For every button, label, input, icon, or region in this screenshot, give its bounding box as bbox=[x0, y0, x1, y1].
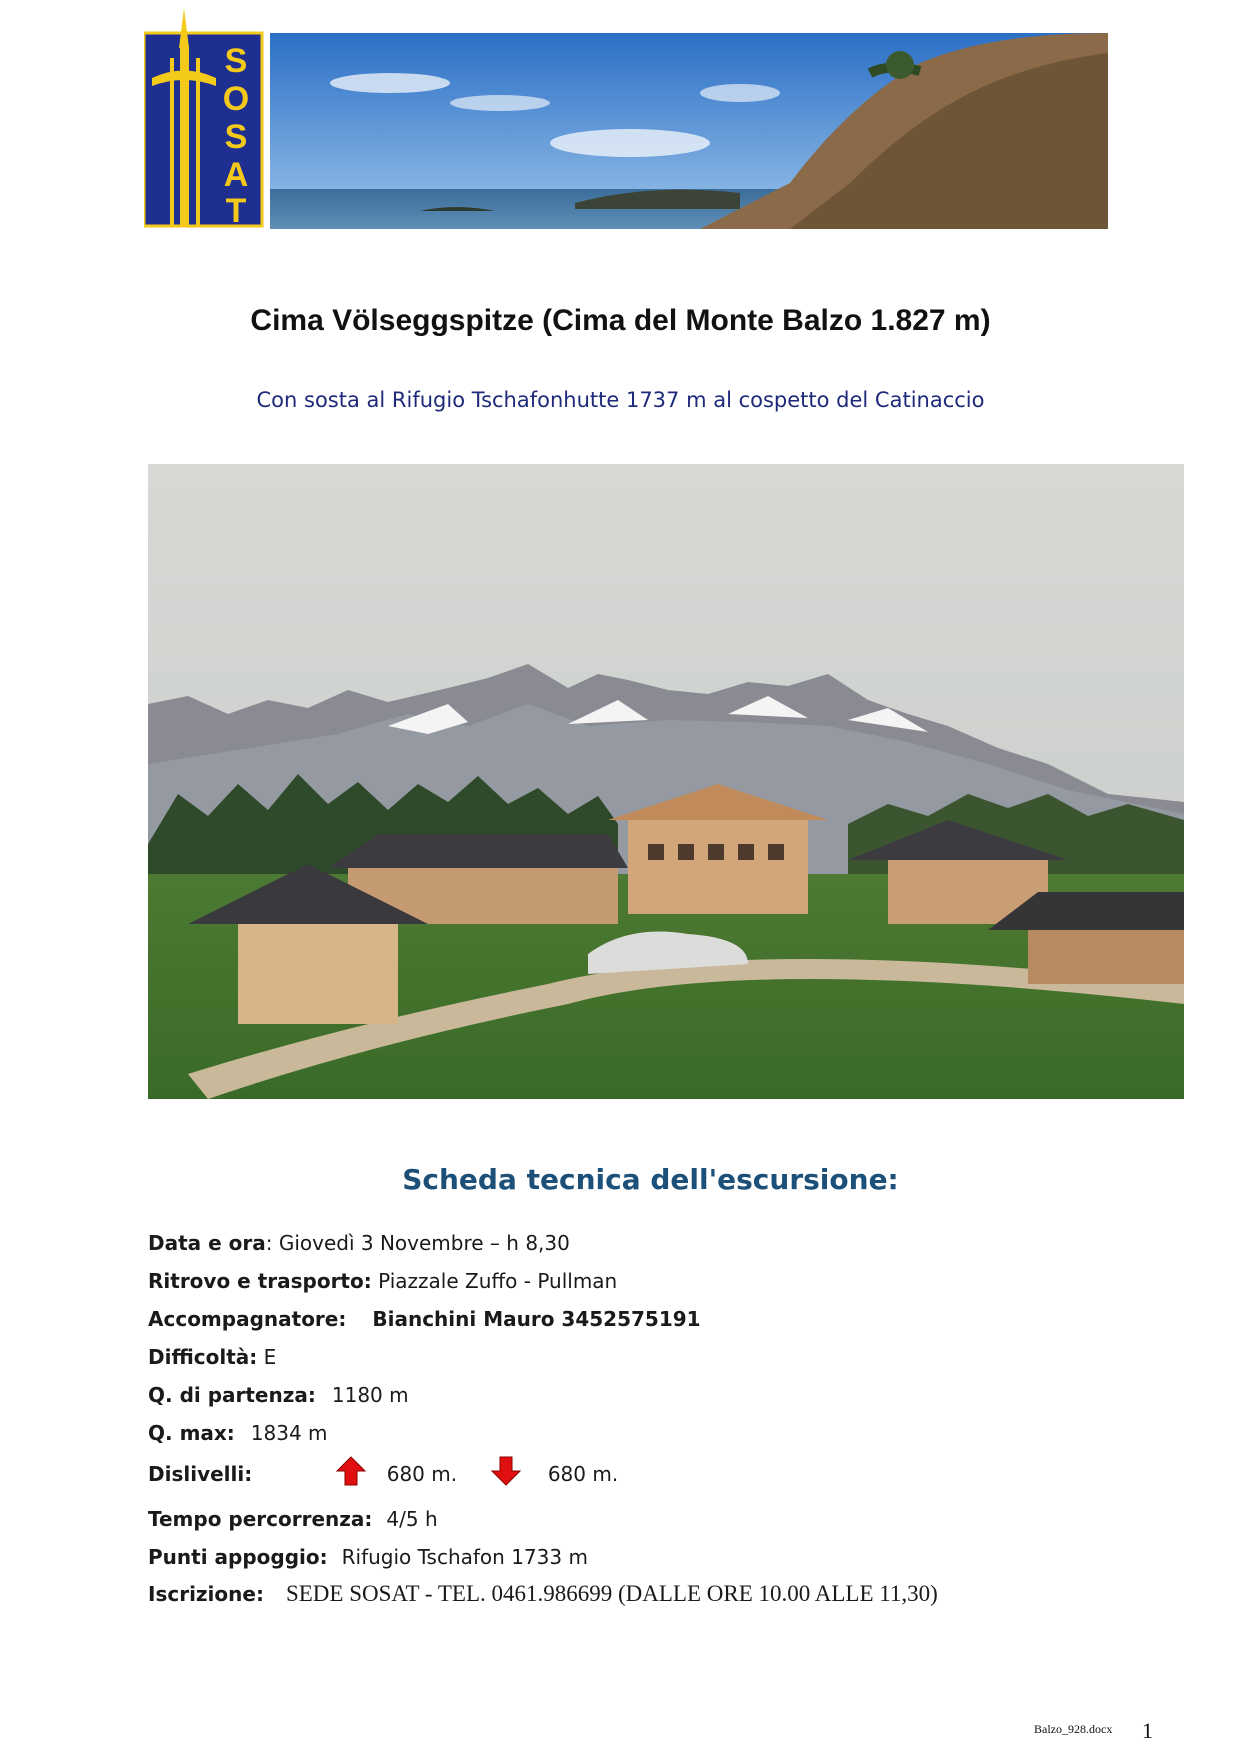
row-punti bbox=[148, 1545, 588, 1569]
punti-label: Punti appoggio: bbox=[148, 1545, 328, 1569]
arrow-up-icon bbox=[336, 1456, 366, 1491]
dislivelli-up-value: 680 m. bbox=[386, 1461, 458, 1486]
row-accompagnatore bbox=[148, 1307, 701, 1331]
page-number: 1 bbox=[1142, 1718, 1153, 1743]
logo-letter-o: O bbox=[222, 80, 250, 118]
sheet-heading: Scheda tecnica dell'escursione: bbox=[402, 1163, 899, 1196]
tempo-value: 4/5 h bbox=[386, 1507, 438, 1531]
max-value: 1834 m bbox=[250, 1421, 328, 1445]
row-tempo bbox=[148, 1507, 438, 1531]
row-difficolta bbox=[148, 1345, 276, 1369]
ritrovo-label: Ritrovo e trasporto: bbox=[148, 1269, 372, 1293]
header-banner-photo bbox=[270, 33, 1108, 229]
row-iscrizione bbox=[148, 1581, 938, 1607]
logo-letter-a: A bbox=[223, 156, 249, 194]
logo-letter-s2: S bbox=[224, 118, 248, 156]
sosat-logo bbox=[144, 8, 264, 228]
tempo-label: Tempo percorrenza: bbox=[148, 1507, 373, 1531]
footer-filename: Balzo_928.docx bbox=[1034, 1722, 1113, 1736]
difficolta-label: Difficoltà: bbox=[148, 1345, 258, 1369]
dislivelli-label: Dislivelli: bbox=[148, 1461, 253, 1486]
iscrizione-value: SEDE SOSAT - TEL. 0461.986699 (DALLE ORE 10.00 ALLE 11,30) bbox=[285, 1581, 938, 1606]
row-ritrovo bbox=[148, 1269, 617, 1293]
page-title: Cima Völseggspitze (Cima del Monte Balzo 1.827 m) bbox=[250, 304, 991, 337]
data-ora-value: : Giovedì 3 Novembre – h 8,30 bbox=[265, 1231, 570, 1255]
accompagnatore-label: Accompagnatore: bbox=[148, 1307, 347, 1331]
ritrovo-value: Piazzale Zuffo - Pullman bbox=[371, 1269, 618, 1293]
row-max bbox=[148, 1421, 328, 1445]
dislivelli-down-value: 680 m. bbox=[547, 1461, 619, 1486]
difficolta-value: E bbox=[257, 1345, 277, 1369]
partenza-label: Q. di partenza: bbox=[148, 1383, 316, 1407]
row-partenza bbox=[148, 1383, 409, 1407]
logo-letter-t: T bbox=[225, 192, 247, 228]
row-data-ora bbox=[148, 1231, 570, 1255]
partenza-value: 1180 m bbox=[331, 1383, 409, 1407]
punti-value: Rifugio Tschafon 1733 m bbox=[341, 1545, 588, 1569]
page-subtitle: Con sosta al Rifugio Tschafonhutte 1737 m al cospetto del Catinaccio bbox=[256, 388, 985, 412]
row-dislivelli bbox=[148, 1456, 618, 1496]
data-ora-label: Data e ora bbox=[148, 1231, 266, 1255]
iscrizione-label: Iscrizione: bbox=[148, 1582, 264, 1606]
main-landscape-photo bbox=[148, 464, 1184, 1099]
max-label: Q. max: bbox=[148, 1421, 235, 1445]
accompagnatore-value: Bianchini Mauro 3452575191 bbox=[372, 1307, 701, 1331]
arrow-down-icon bbox=[491, 1456, 521, 1491]
logo-letter-s1: S bbox=[224, 42, 248, 80]
